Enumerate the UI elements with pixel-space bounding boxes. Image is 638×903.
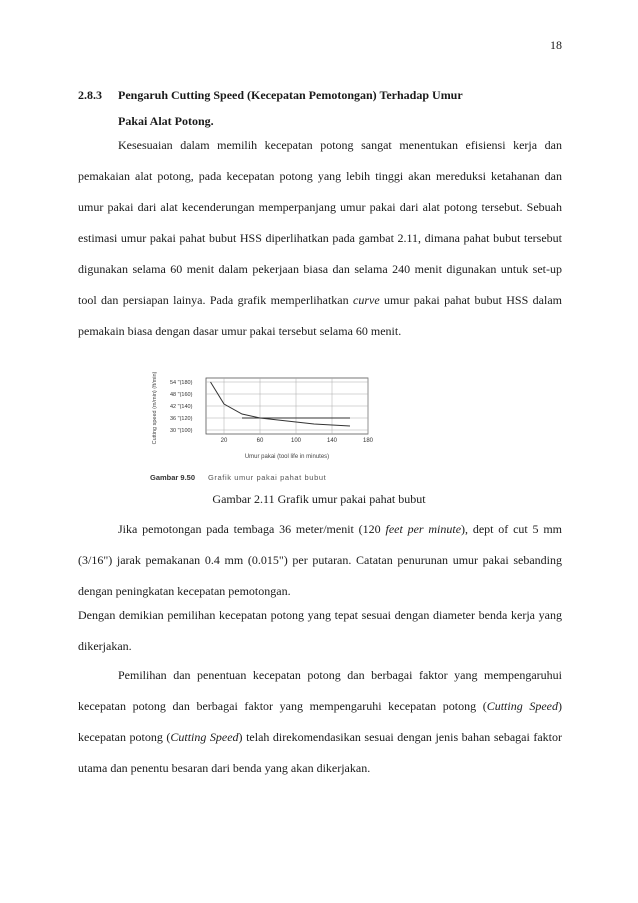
paragraph-4 <box>78 660 562 784</box>
x-tick-labels <box>221 438 374 444</box>
y-axis-label: Cutting speed (m/min) (ft/min) <box>152 372 158 445</box>
paragraph-1-text: Kesesuaian dalam memilih kecepatan potong sangat menentukan efisiensi kerja dan pemakaian alat potong, pada kecepatan potong yang lebih tinggi akan mereduksi ketahanan dan umur pakai dari alat kecenderungan memperpanjang umur pakai dari alat potong tersebut. Sebuah estimasi umur pakai pahat bubut HSS diperlihatkan pada gambat 2.11, dimana pahat bubut tersebut digunakan selama 60 menit dalam pekerjaan biasa dan selama 240 menit digunakan untuk set-up tool dan persiapan lainya. Pada grafik memperlihatkan <box>78 138 562 307</box>
x-tick-label: 60 <box>256 438 264 444</box>
paragraph-4-text-mid: ) kecepatan potong ( <box>78 699 562 744</box>
paragraph-2-italic: feet per minute <box>385 522 462 536</box>
paragraph-4-italic-2: Cutting Speed <box>170 730 239 744</box>
tool-life-chart <box>148 372 416 488</box>
paragraph-1 <box>78 130 562 347</box>
inner-caption-text: Grafik umur pakai pahat bubut <box>208 473 327 482</box>
paragraph-4-text-after: ) telah direkomendasikan sesuai dengan jenis bahan sebagai faktor utama dan penentu besaran dari benda yang akan dikerjakan. <box>78 730 562 775</box>
paragraph-4-italic-1: Cutting Speed <box>486 699 558 713</box>
paragraph-2 <box>78 514 562 607</box>
x-tick-label: 20 <box>220 438 228 444</box>
x-tick-label: 100 <box>290 438 302 444</box>
x-tick-label: 180 <box>362 438 374 444</box>
y-tick-label: 30 "(100) <box>170 428 193 434</box>
y-tick-label: 54 "(180) <box>170 380 193 386</box>
x-tick-label: 140 <box>326 438 338 444</box>
section-title: Pengaruh Cutting Speed (Kecepatan Pemotongan) Terhadap Umur <box>118 88 463 102</box>
y-tick-label: 42 "(140) <box>170 404 193 410</box>
section-number: 2.8.3 <box>78 88 102 102</box>
y-tick-labels <box>170 380 193 434</box>
paragraph-1-italic: curve <box>353 293 380 307</box>
section-heading <box>78 82 578 134</box>
paragraph-1-text-after: umur pakai pahat bubut HSS dalam pemakain biasa dengan dasar umur pakai tersebut selama 60 menit. <box>78 293 562 338</box>
paragraph-2-text-after: ), dept of cut 5 mm (3/16") jarak pemakanan 0.4 mm (0.015") per putaran. Catatan penurunan umur pakai sebanding dengan peningkatan kecepatan pemotongan. <box>78 522 562 598</box>
page-number: 18 <box>550 38 562 52</box>
paragraph-2-text: Jika pemotongan pada tembaga 36 meter/menit (120 <box>118 522 386 536</box>
x-axis-label: Umur pakai (tool life in minutes) <box>244 454 330 460</box>
tool-life-figure <box>148 372 416 488</box>
paragraph-3: Dengan demikian pemilihan kecepatan potong yang tepat sesuai dengan diameter benda kerja yang dikerjakan. <box>78 608 562 653</box>
y-tick-label: 48 "(160) <box>170 392 193 398</box>
paragraph-4-text: Pemilihan dan penentuan kecepatan potong dan berbagai faktor yang mempengaruhui kecepatan potong dan berbagai faktor yang mempengaruhi kecepatan potong ( <box>78 668 562 713</box>
section-title-continued: Pakai Alat Potong. <box>118 114 214 128</box>
y-tick-label: 36 "(120) <box>170 416 193 422</box>
inner-caption-label: Gambar 9.50 <box>150 473 196 482</box>
figure-caption: Gambar 2.11 Grafik umur pakai pahat bubut <box>212 492 426 506</box>
